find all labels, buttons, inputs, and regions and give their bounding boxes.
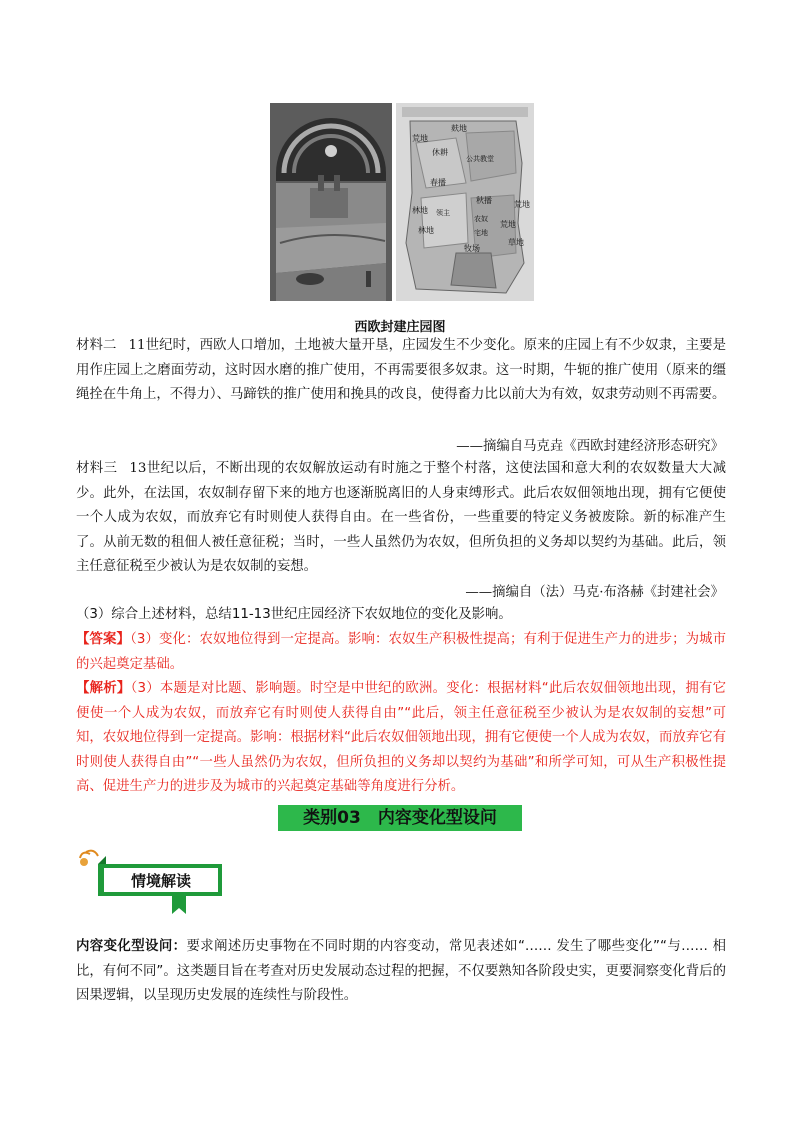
section-title: 类别03 内容变化型设问 — [278, 805, 522, 831]
map-label: 休耕 — [432, 148, 448, 157]
material3-text: 13世纪以后，不断出现的农奴解放运动有时施之于整个村落，这使法国和意大利的农奴数量大大减少。此外，在法国，农奴制存留下来的地方也逐渐脱离旧的人身束缚形式。此后农奴佃领地出现，拥有它便使一个人成为农奴，而放弃它有时则使人获得自由。在一些省份，一些重要的特定义务被废除。新的标准产生了。从前无数的租佃人被任意征税；当时，一些人虽然仍为农奴，但所负担的义务却以契约为基础。此后，领主任意征税至少被认为是农奴制的妄想。 — [76, 461, 726, 574]
map-label: 牧场 — [464, 244, 480, 253]
answer-paragraph — [76, 628, 726, 677]
map-label: 荒地 — [412, 134, 428, 143]
material3-paragraph — [76, 457, 726, 580]
analysis-paragraph — [76, 677, 726, 800]
material3-label: 材料三 — [76, 461, 118, 476]
material2-source: ——摘编自马克垚《西欧封建经济形态研究》 — [456, 439, 724, 454]
analysis-tag: 【解析】 — [76, 681, 131, 696]
map-label: 宅地 — [474, 229, 488, 237]
map-label: 秋播 — [476, 196, 492, 205]
map-label: 林地 — [412, 206, 428, 215]
material3-source: ——摘编自（法）马克·布洛赫《封建社会》 — [465, 585, 724, 600]
map-label: 领主 — [436, 209, 450, 217]
intro-term: 内容变化型设问： — [76, 939, 187, 954]
map-label: 麸地 — [451, 124, 467, 133]
map-label: 荒地 — [500, 220, 516, 229]
material2-label: 材料二 — [76, 338, 117, 353]
map-label: 公共教堂 — [466, 155, 494, 163]
map-label: 林地 — [418, 226, 434, 235]
map-label: 春播 — [430, 178, 446, 187]
map-label: 荒地 — [514, 200, 530, 209]
map-label: 草地 — [508, 238, 524, 247]
material2-paragraph — [76, 334, 726, 408]
analysis-text: （3）本题是对比题、影响题。时空是中世纪的欧洲。变化：根据材料“此后农奴佃领地出现，拥有它便使一个人成为农奴，而放弃它有时则使人获得自由”“此后，领主任意征税至少被认为是农奴制的妄想”可知，农奴地位得到一定提高。影响：根据材料“此后农奴佃领地出现，拥有它便使一个人成为农奴，而放弃它有时则使人获得自由”“一些人虽然仍为农奴，但所负担的义务却以契约为基础”和所学可知，可从生产积极性提高、促进生产力的进步及为城市的兴起奠定基础等角度进行分析。 — [76, 681, 726, 794]
answer-text: （3）变化：农奴地位得到一定提高。影响：农奴生产积极性提高；有利于促进生产力的进步；为城市的兴起奠定基础。 — [76, 632, 726, 672]
answer-tag: 【答案】 — [76, 632, 131, 647]
manor-figure — [270, 103, 534, 301]
badge-label: 情境解读 — [130, 872, 192, 890]
manor-painting-image — [270, 103, 392, 301]
figure-caption: 西欧封建庄园图 — [354, 320, 446, 335]
intro-text: 要求阐述历史事物在不同时期的内容变动，常见表述如“…… 发生了哪些变化”“与…… 相比，有何不同”。这类题目旨在考查对历史发展动态过程的把握，不仅要熟知各阶段史实，更要洞察变化背后的因果逻辑，以呈现历史发展的连续性与阶段性。 — [76, 939, 727, 1003]
material2-text: 11世纪时，西欧人口增加，土地被大量开垦，庄园发生不少变化。原来的庄园上有不少奴隶，主要是用作庄园上之磨面劳动，这时因水磨的推广使用，不再需要很多奴隶。这一时期，牛轭的推广使用（原来的缰绳拴在牛角上，不得力）、马蹄铁的推广使用和挽具的改良，使得畜力比以前大为有效，奴隶劳动则不再需要。 — [76, 338, 726, 402]
map-label: 农奴 — [474, 215, 488, 223]
question-text: （3）综合上述材料，总结11-13世纪庄园经济下农奴地位的变化及影响。 — [76, 607, 512, 622]
intro-paragraph — [76, 935, 726, 1009]
context-badge — [72, 848, 232, 928]
manor-map-image — [396, 103, 534, 301]
